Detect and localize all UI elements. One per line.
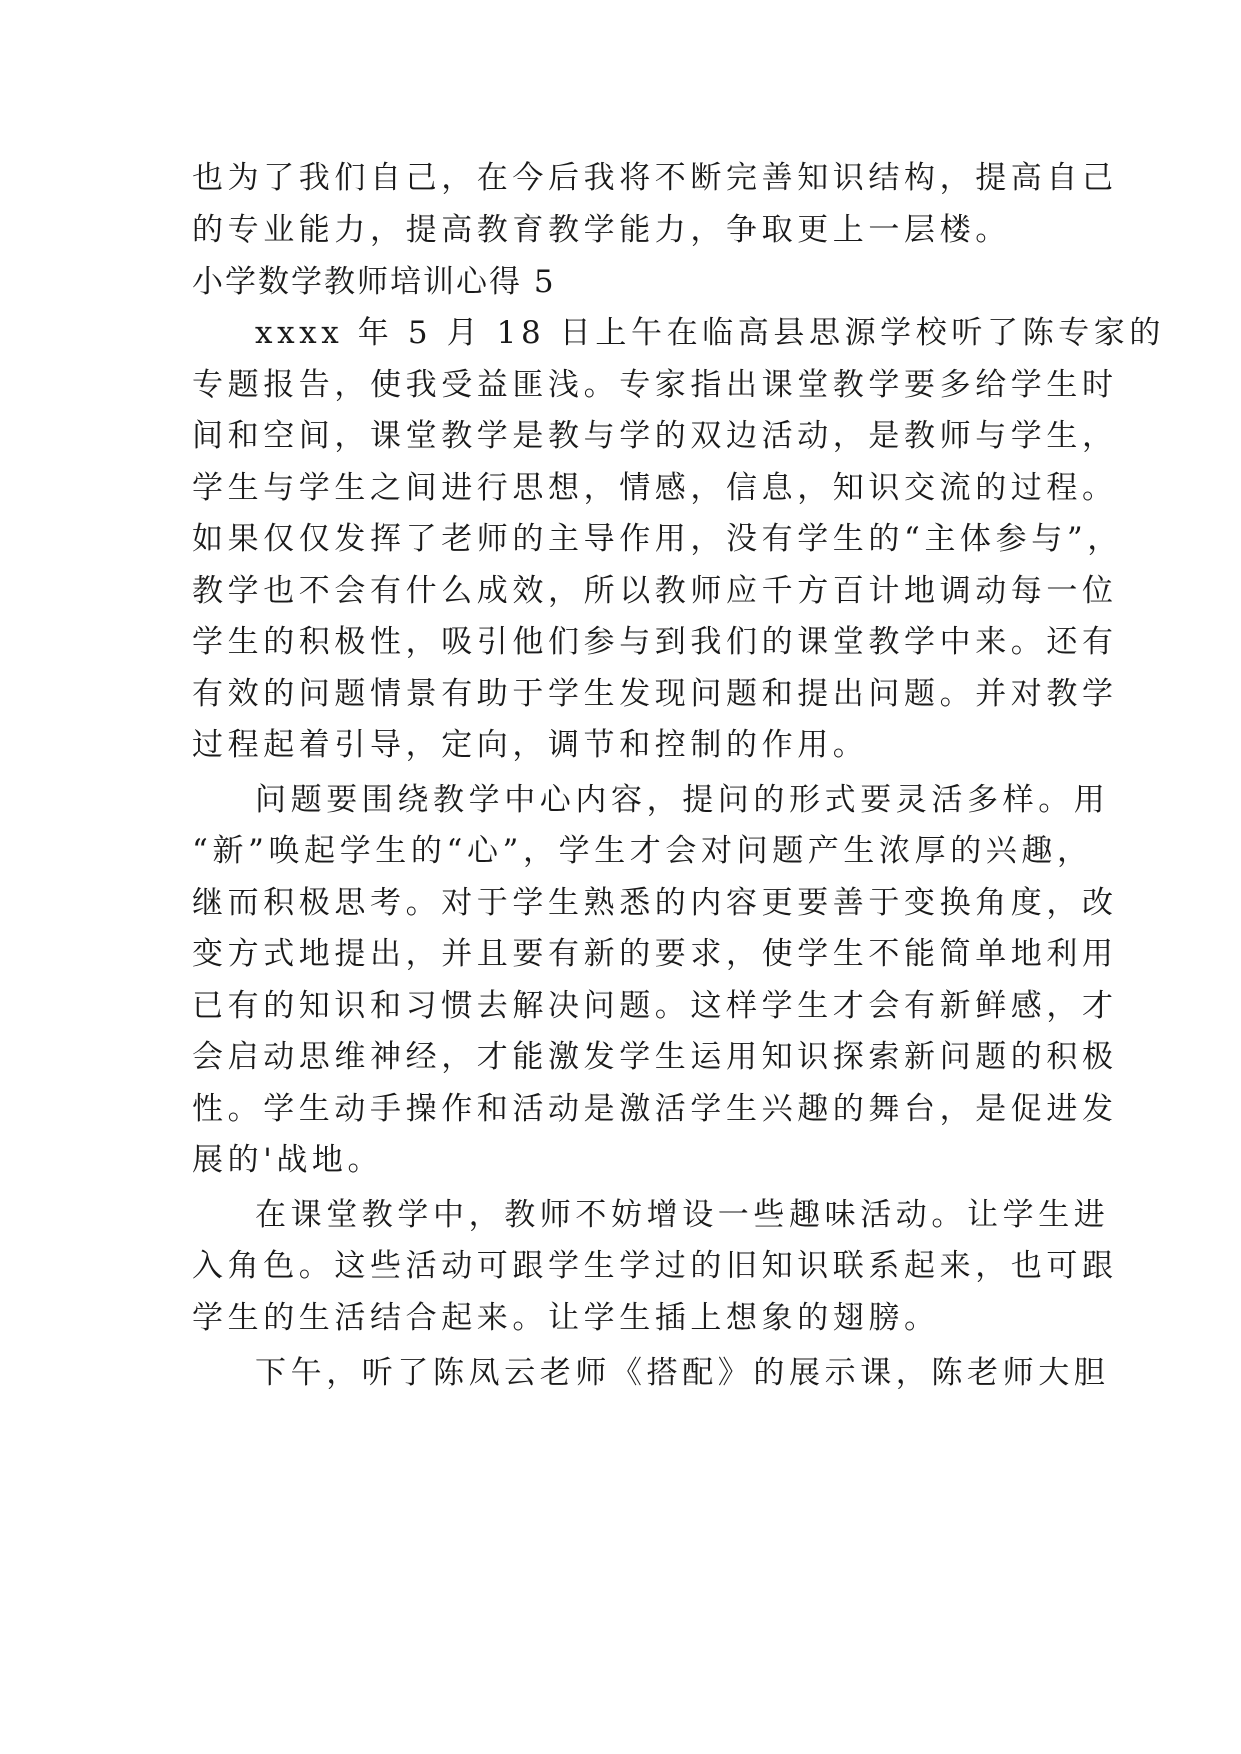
text-line: 变方式地提出，并且要有新的要求，使学生不能简单地利用: [192, 936, 1118, 972]
text-line: 间和空间，课堂教学是教与学的双边活动，是教师与学生，: [192, 418, 1118, 454]
paragraph-first-line: xxxx 年 5 月 18 日上午在临高县思源学校听了陈专家的: [255, 315, 1165, 351]
text-line: 学生的积极性，吸引他们参与到我们的课堂教学中来。还有: [192, 624, 1118, 660]
text-line: “新”唤起学生的“心”，学生才会对问题产生浓厚的兴趣，: [192, 833, 1093, 869]
text-line: 继而积极思考。对于学生熟悉的内容更要善于变换角度，改: [192, 885, 1118, 921]
section-heading: 小学数学教师培训心得 5: [192, 264, 556, 300]
text-line: 展的'战地。: [192, 1142, 384, 1178]
text-line: 入角色。这些活动可跟学生学过的旧知识联系起来，也可跟: [192, 1248, 1118, 1284]
text-line: 学生的生活结合起来。让学生插上想象的翅膀。: [192, 1300, 940, 1336]
text-line: 如果仅仅发挥了老师的主导作用，没有学生的“主体参与”，: [192, 521, 1123, 557]
text-line: 的专业能力，提高教育教学能力，争取更上一层楼。: [192, 212, 1011, 248]
paragraph-first-line: 在课堂教学中，教师不妨增设一些趣味活动。让学生进: [255, 1197, 1110, 1233]
text-line: 也为了我们自己，在今后我将不断完善知识结构，提高自己: [192, 160, 1118, 196]
paragraph-first-line: 问题要围绕教学中心内容，提问的形式要灵活多样。用: [255, 782, 1110, 818]
text-line: 有效的问题情景有助于学生发现问题和提出问题。并对教学: [192, 676, 1118, 712]
text-line: 会启动思维神经，才能激发学生运用知识探索新问题的积极: [192, 1039, 1118, 1075]
text-line: 专题报告，使我受益匪浅。专家指出课堂教学要多给学生时: [192, 367, 1118, 403]
paragraph-first-line: 下午，听了陈凤云老师《搭配》的展示课，陈老师大胆: [255, 1355, 1110, 1391]
text-line: 过程起着引导，定向，调节和控制的作用。: [192, 727, 869, 763]
text-line: 教学也不会有什么成效，所以教师应千方百计地调动每一位: [192, 573, 1118, 609]
text-line: 学生与学生之间进行思想，情感，信息，知识交流的过程。: [192, 470, 1118, 506]
text-line: 性。学生动手操作和活动是激活学生兴趣的舞台，是促进发: [192, 1091, 1118, 1127]
text-line: 已有的知识和习惯去解决问题。这样学生才会有新鲜感，才: [192, 988, 1118, 1024]
